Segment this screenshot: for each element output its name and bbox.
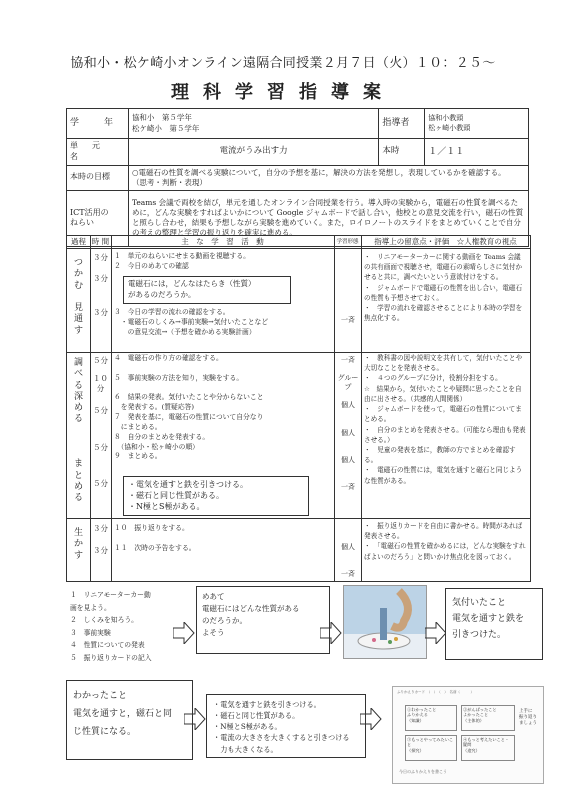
period-label: 本時 xyxy=(379,139,425,166)
conclusion-box: ・電気を通すと鉄を引きつける。 ・磁石と同じ性質がある。 ・N極とS極がある。 xyxy=(123,476,309,516)
grade-label: 学 年 xyxy=(67,109,129,139)
arrow-right-icon xyxy=(360,708,382,730)
flow-goal-box: めあて 電磁石にはどんな性質がある のだろうか。 よそう xyxy=(196,586,330,654)
activity-reflect: １０ 振り返りをする。 １１ 次時の予告をする。 xyxy=(114,524,196,552)
card-q4: ④もっと考えたいこと・疑問 （追究） xyxy=(461,735,515,761)
flow-summary-box: ・電気を通すと鉄を引きつける。 ・磁石と同じ性質がある。 ・N極とS極がある。 ・電流の大きさを大きくすると引きつける 力も大きくなる。 xyxy=(206,694,366,758)
col-form: 学習形態 xyxy=(334,236,362,248)
note-3: ・ 振り返りカードを自由に書かせる。時間があれば発表させる。 ・ 「電磁石の性質を確かめるには，どんな実験をすればよいのだろう」と問いかけ焦点化を図っておく。 xyxy=(364,522,526,561)
time-8: ５分 xyxy=(93,479,108,488)
col-notes: 指導上の留意点・評価 ☆人権教育の視点 xyxy=(374,237,517,246)
ict-value: Teams 会議で両校を結び，単元を通したオンライン合同授業を行う。導入時の実験から，電磁石の性質を調べるために，どんな実験をすればよいかについて Google ジャムボードで話し合い，他校との意見交流を行い，磁石の性質と照らし合わせ，結果も予想しながら実験を進めていく。また，ロイロノートのスライドをまとめていくことで自分の考えの整理と学習の振り返りを確実に進める。 xyxy=(128,190,528,246)
card-q2: ②がんばったこと よかったこと （主体的） xyxy=(461,705,515,731)
ict-label: ICT活用の ねらい xyxy=(67,190,129,246)
col-time: 時 間 xyxy=(90,236,112,248)
grade-value: 協和小 第５学年 松ケ崎小 第５学年 xyxy=(128,109,378,139)
time-1: ３分 xyxy=(93,253,108,262)
time-2: ３分 xyxy=(93,274,108,283)
card-q3: ③もっとやってみたいこと （探究） xyxy=(405,735,457,761)
form-2: 一斉 グループ 個人 個人 個人 一斉 xyxy=(337,356,359,492)
reflection-card xyxy=(392,686,544,784)
activity-investigate: ４ 電磁石の作り方の確認をする。 ５ 事前実験の方法を知り，実験をする。 ６ 結果の発表。気付いたことや分からないこと を発表する。(質疑応答) ７ 発表を基に，電磁石の性質について自分なり にまとめる。 ８ 自分のまとめを発表する。 （協和小・松ヶ崎小の順） ９ まとめる。 xyxy=(114,354,264,461)
time-7: ５分 xyxy=(93,443,108,452)
unit-value: 電流がうみ出す力 xyxy=(128,139,378,166)
flow-steps: １ リニアモーターカー動 画を見よう。 ２ しくみを知ろう。 ３ 事前実験 ４ 性質についての発表 ５ 振り返りカードの記入 xyxy=(70,591,152,662)
teacher-label: 指導者 xyxy=(379,109,425,139)
header: 協和小・松ケ崎小オンライン遠隔合同授業２月７日（火）１０：２５～ xyxy=(70,56,496,71)
arrow-right-icon xyxy=(320,622,342,644)
card-foot: 今日のふりかえりを書こう xyxy=(399,769,447,774)
unit-label: 単 元 名 xyxy=(67,139,129,166)
lesson-table-header xyxy=(66,235,531,249)
goal-box: 電磁石には，どんなはたらき（性質） があるのだろうか。 xyxy=(123,276,291,304)
goal-label: 本時の目標 xyxy=(67,165,129,190)
time-9: ３分 xyxy=(93,524,108,533)
card-side: 上手に 振り返り ましょう xyxy=(519,709,537,726)
info-table xyxy=(66,108,529,247)
activity-intro: １ 単元のねらいにせまる動画を視聴する。 ２ 今日のめあての確認 xyxy=(114,252,250,270)
goal-value: ○電磁石の性質を調べる実験について，自分の予想を基に，解決の方法を発想し，表現しているかを確認する。 （思考・判断・表現） xyxy=(128,165,528,190)
note-2: ・ 教科書の図や説明文を共有して，気付いたことや大切なことを発表させる。 ・ ４つのグループに分け，役割分担をする。 ☆ 結果から，気付いたことや疑問に思ったことを自由に出させる。（共感的人間関係） ・ ジャムボードを使って，電磁石の性質についてまとめる。 ・ 自分のまとめを発表させる。（可能なら理由も発表させる。） ・ 児童の発表を基に，教師の方でまとめを確認する。 ・ 電磁石の性質には，電気を通すと磁石と同じような性質がある。 xyxy=(364,354,526,485)
page-title: 理科学習指導案 xyxy=(171,82,395,103)
form-3: 個人 一斉 xyxy=(341,543,355,579)
time-3: ３分 xyxy=(93,308,108,317)
time-6: ５分 xyxy=(93,406,108,415)
activity-flow: ３ 今日の学習の流れの確認をする。 ・電磁石のしくみ→事前実験→気付いたことなど の意見交流→（予想を確かめる実験計画） xyxy=(114,308,269,336)
period-value: １／１１ xyxy=(425,139,529,166)
card-q1: ①わかったこと ふりかえる （知識） xyxy=(405,705,457,731)
time-4: ５分 xyxy=(93,356,108,365)
note-1: ・ リニアモーターカーに関する動画を Teams 会議の共有画面で視聴させ，電磁石の素晴らしさに気付かせると共に，調べたいという意欲付けをする。 ・ ジャムボードで電磁石の性質を出し合い，電磁石の性質も予想させておく。 ・ 学習の流れを確認させることにより本時の学習を焦点化する。 xyxy=(364,253,523,323)
card-title: ふりかえりカード （ ） （ ） 名前（ ） xyxy=(397,690,474,694)
form-1: 一斉 xyxy=(341,316,355,324)
experiment-photo xyxy=(343,585,427,659)
flow-noticed-box: 気付いたこと 電気を通すと鉄を 引きつけた。 xyxy=(445,588,543,660)
teacher-value: 協和小教頭 松ヶ崎小教頭 xyxy=(425,109,529,139)
col-stage: 過程 xyxy=(67,236,91,248)
col-activity: 主 な 学 習 活 動 xyxy=(111,236,335,248)
stage-tsukamu: つ か む 見 通 す xyxy=(73,258,83,336)
arrow-right-icon xyxy=(425,622,447,644)
arrow-right-icon xyxy=(173,622,195,644)
arrow-right-icon xyxy=(184,708,206,730)
flow-learned-box: わかったこと 電気を通すと，磁石と同 じ性質になる。 xyxy=(66,680,193,760)
time-5: １０ 分 xyxy=(93,374,108,393)
lesson-table-body xyxy=(66,248,531,582)
stage-shiraberu: 調 べ る 深 め る ま と め る xyxy=(73,358,83,503)
stage-ikasu: 生 か す xyxy=(73,528,83,561)
time-10: ３分 xyxy=(93,546,108,555)
